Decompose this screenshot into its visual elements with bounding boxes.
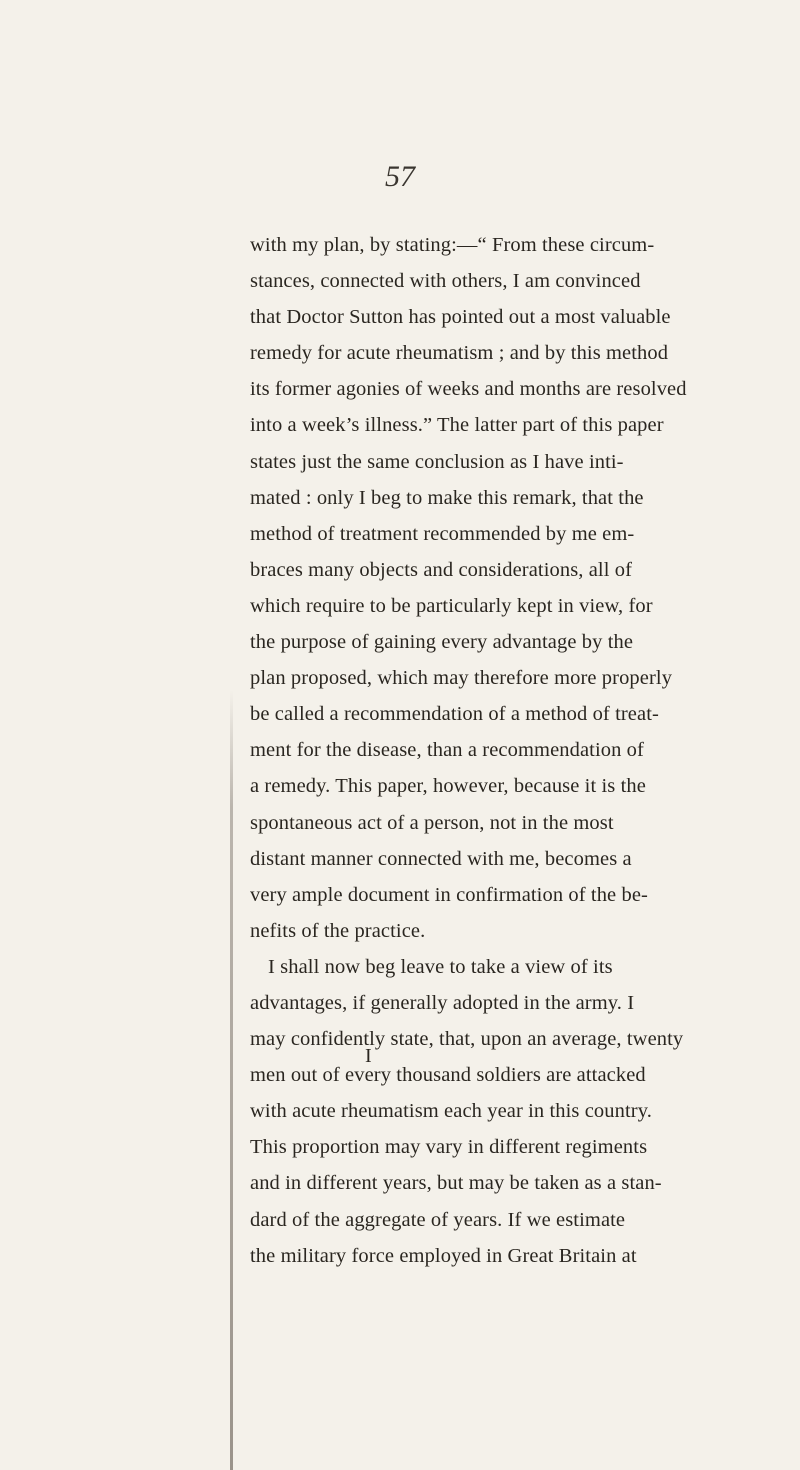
text-line: which require to be particularly kept in view, for <box>250 594 653 617</box>
text-line: remedy for acute rheumatism ; and by this method <box>250 342 669 365</box>
signature-mark: I <box>365 1045 372 1067</box>
page-number: 57 <box>385 160 415 193</box>
text-line: plan proposed, which may therefore more properly <box>250 667 673 690</box>
text-line: very ample document in confirmation of the be- <box>250 883 648 906</box>
body-text <box>250 227 687 1274</box>
text-line: stances, connected with others, I am convinced <box>250 270 641 293</box>
text-line: with my plan, by stating:—“ From these circum- <box>250 234 655 256</box>
text-line: be called a recommendation of a method of treat- <box>250 703 659 726</box>
text-line: ment for the disease, than a recommendation of <box>250 739 644 762</box>
text-line: into a week’s illness.” The latter part of this paper <box>250 414 664 437</box>
text-line: method of treatment recommended by me em- <box>250 522 635 545</box>
paragraph-end-line: nefits of the practice. <box>250 919 426 942</box>
text-line: the purpose of gaining every advantage by the <box>250 631 634 654</box>
text-line: braces many objects and considerations, all of <box>250 558 633 581</box>
text-line: This proportion may vary in different regiments <box>250 1136 648 1159</box>
text-line: spontaneous act of a person, not in the most <box>250 811 614 834</box>
paragraph-start-line: I shall now beg leave to take a view of its <box>268 955 613 978</box>
text-line: men out of every thousand soldiers are attacked <box>250 1064 646 1087</box>
text-line: distant manner connected with me, becomes a <box>250 847 632 870</box>
binding-shadow <box>230 690 233 1470</box>
text-line: with acute rheumatism each year in this country. <box>250 1100 652 1123</box>
text-line: may confidently state, that, upon an average, twenty <box>250 1028 684 1051</box>
text-line: and in different years, but may be taken as a stan- <box>250 1172 662 1195</box>
text-line: its former agonies of weeks and months are resolved <box>250 378 687 401</box>
text-line: the military force employed in Great Britain at <box>250 1244 637 1267</box>
text-line: advantages, if generally adopted in the army. I <box>250 991 635 1014</box>
text-line: mated : only I beg to make this remark, that the <box>250 486 644 509</box>
text-line: that Doctor Sutton has pointed out a most valuable <box>250 306 671 329</box>
text-line: states just the same conclusion as I have inti- <box>250 450 624 473</box>
text-line: a remedy. This paper, however, because it is the <box>250 775 646 798</box>
text-line: dard of the aggregate of years. If we estimate <box>250 1208 626 1231</box>
